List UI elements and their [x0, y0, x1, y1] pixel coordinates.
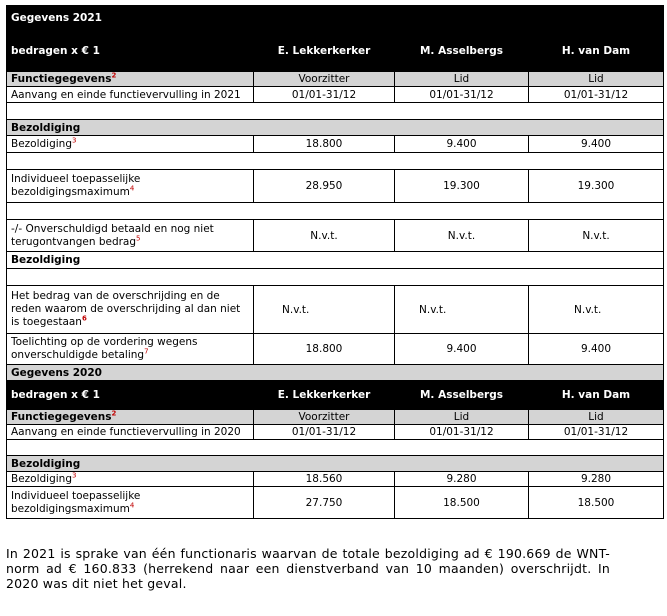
bezoldiging-row — [7, 136, 664, 153]
toelichting-row — [7, 334, 664, 365]
amounts-label: bedragen x € 1 — [7, 381, 254, 410]
section-label: Bezoldiging — [7, 252, 664, 269]
table-cell: 01/01-31/12 — [529, 87, 664, 103]
table-cell: 01/01-31/12 — [254, 87, 395, 103]
row-label-text: Bezoldiging — [11, 138, 73, 150]
table-cell: 9.280 — [395, 472, 529, 487]
explanatory-note: In 2021 is sprake van één functionaris waarvan de totale bezoldiging ad € 190.669 de WNT-norm ad € 160.833 (herrekend naar een dienstverband van 10 maanden) overschrijdt. In 2020 was dit niet het geval. — [6, 546, 610, 591]
table-cell: 9.400 — [395, 136, 529, 153]
footnote-ref: 7 — [144, 347, 149, 356]
table-cell: 01/01-31/12 — [395, 425, 529, 440]
wnt-table — [6, 5, 664, 519]
row-label: Aanvang en einde functievervulling in 2021 — [7, 87, 254, 103]
row-label-text: reden waarom de overschrijding al dan niet — [11, 303, 241, 315]
section-row — [7, 252, 664, 269]
footnote-ref: 4 — [129, 501, 135, 509]
header-row-2021 — [7, 30, 664, 72]
functie-row — [7, 410, 664, 425]
amounts-label: bedragen x € 1 — [7, 30, 254, 72]
footnote-ref: 3 — [72, 471, 77, 480]
person-header: E. Lekkerkerker — [254, 381, 395, 410]
footnote-ref: 2 — [111, 409, 117, 418]
table-cell: Voorzitter — [254, 72, 395, 87]
footnote-ref: 5 — [136, 234, 141, 242]
row-label-text: onverschuldigde betaling — [11, 349, 145, 361]
footnote-ref: 4 — [129, 184, 135, 193]
onverschuldigd-row — [7, 220, 664, 252]
table-cell: 01/01-31/12 — [254, 425, 395, 440]
empty-row — [7, 440, 664, 456]
row-label — [7, 170, 254, 203]
row-label — [7, 286, 254, 334]
footnote-ref: 6 — [81, 314, 87, 323]
row-label-text: Individueel toepasselijke — [11, 173, 141, 185]
bezoldiging-row — [7, 472, 664, 487]
table-cell: Lid — [529, 410, 664, 425]
row-label-text: Bezoldiging — [11, 473, 73, 485]
section-label: Bezoldiging — [7, 456, 664, 472]
max-row — [7, 170, 664, 203]
table-cell: N.v.t. — [529, 220, 664, 252]
title-row-2020 — [7, 365, 664, 381]
functie-row — [7, 72, 664, 87]
overschrijding-row — [7, 286, 664, 334]
footnote-ref: 3 — [72, 136, 77, 145]
title-2020: Gegevens 2020 — [7, 365, 664, 381]
person-header: E. Lekkerkerker — [254, 30, 395, 72]
row-label-text: Functiegegevens — [11, 73, 112, 85]
person-header: M. Asselbergs — [395, 30, 529, 72]
table-cell: 18.500 — [529, 487, 664, 519]
row-label — [7, 472, 254, 487]
row-label — [7, 410, 254, 425]
table-cell: Lid — [395, 410, 529, 425]
max-row — [7, 487, 664, 519]
row-label — [7, 220, 254, 252]
table-cell: N.v.t. — [395, 220, 529, 252]
table-cell: 01/01-31/12 — [395, 87, 529, 103]
row-label-text: is toegestaan — [11, 316, 82, 328]
person-header: H. van Dam — [529, 30, 664, 72]
table-cell: N.v.t. — [529, 286, 664, 334]
table-cell: 9.400 — [529, 136, 664, 153]
row-label-text: -/- Onverschuldigd betaald en nog niet — [11, 222, 214, 235]
row-label-text: bezoldigingsmaximum — [11, 502, 130, 515]
table-cell: 9.400 — [395, 334, 529, 365]
empty-row — [7, 269, 664, 286]
row-label-text: Functiegegevens — [11, 411, 112, 423]
person-header: M. Asselbergs — [395, 381, 529, 410]
footnote-ref: 2 — [111, 71, 117, 80]
table-cell: 28.950 — [254, 170, 395, 203]
table-cell: 18.800 — [254, 334, 395, 365]
table-cell: 18.560 — [254, 472, 395, 487]
table-cell: Voorzitter — [254, 410, 395, 425]
person-header: H. van Dam — [529, 381, 664, 410]
empty-row — [7, 153, 664, 170]
row-label — [7, 72, 254, 87]
table-cell: 9.400 — [529, 334, 664, 365]
table-cell: Lid — [395, 72, 529, 87]
row-label-text: bezoldigingsmaximum — [11, 186, 130, 198]
empty-row — [7, 103, 664, 120]
empty-row — [7, 203, 664, 220]
title-2021: Gegevens 2021 — [7, 6, 664, 30]
section-row — [7, 120, 664, 136]
section-row — [7, 456, 664, 472]
row-label-text: Individueel toepasselijke — [11, 489, 141, 502]
table-cell: 9.280 — [529, 472, 664, 487]
table-cell: 18.800 — [254, 136, 395, 153]
row-label — [7, 136, 254, 153]
title-row-2021 — [7, 6, 664, 30]
aanvang-row — [7, 87, 664, 103]
table-cell: 27.750 — [254, 487, 395, 519]
header-row-2020 — [7, 381, 664, 410]
aanvang-row — [7, 425, 664, 440]
table-cell: Lid — [529, 72, 664, 87]
table-cell: N.v.t. — [395, 286, 529, 334]
table-cell: 01/01-31/12 — [529, 425, 664, 440]
table-cell: 18.500 — [395, 487, 529, 519]
table-cell: N.v.t. — [254, 220, 395, 252]
table-cell: 19.300 — [395, 170, 529, 203]
table-cell: N.v.t. — [254, 286, 395, 334]
table-cell: 19.300 — [529, 170, 664, 203]
row-label — [7, 334, 254, 365]
row-label-text: Het bedrag van de overschrijding en de — [11, 290, 220, 302]
section-label: Bezoldiging — [7, 120, 664, 136]
row-label-text: terugontvangen bedrag — [11, 235, 137, 248]
row-label-text: Toelichting op de vordering wegens — [11, 336, 198, 348]
row-label — [7, 487, 254, 519]
row-label: Aanvang en einde functievervulling in 2020 — [7, 425, 254, 440]
